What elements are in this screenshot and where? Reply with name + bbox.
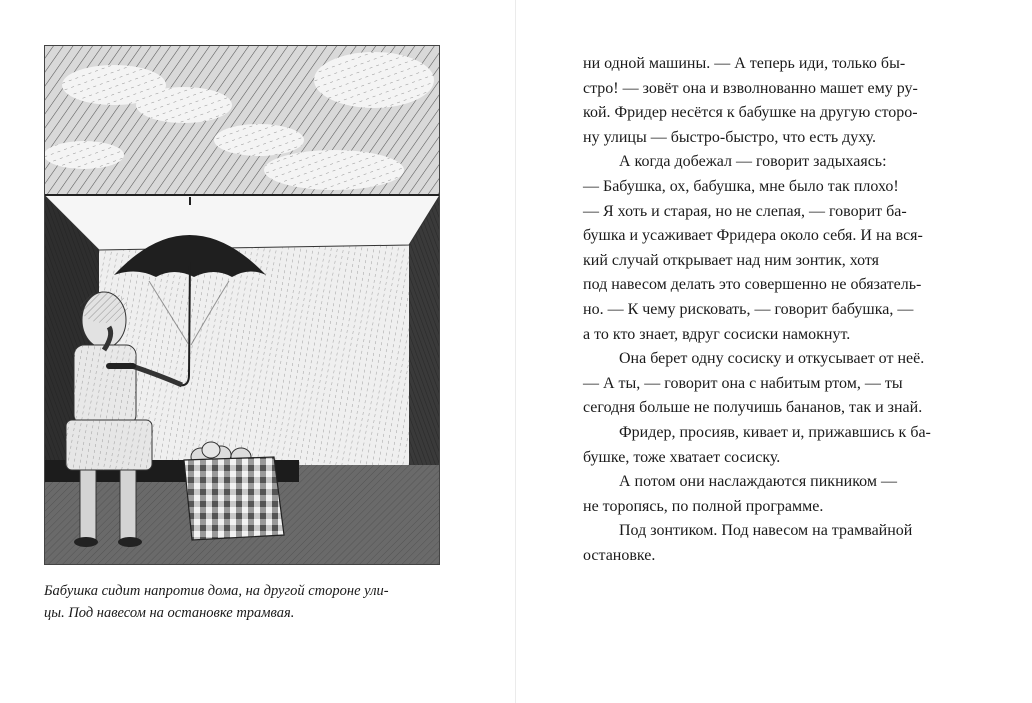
text-line: Она берет одну сосиску и откусывает от неё. xyxy=(619,350,925,368)
story-text xyxy=(583,52,975,568)
text-line: кой. Фридер несётся к бабушке на другую сторо- xyxy=(583,104,918,122)
illustration-grandma-umbrella xyxy=(44,45,440,565)
text-line: кий случай открывает над ним зонтик, хотя xyxy=(583,251,880,269)
text-line: сегодня больше не получишь бананов, так и знай. xyxy=(583,399,923,417)
text-line: а то кто знает, вдруг сосиски намокнут. xyxy=(583,325,851,343)
text-line: Фридер, просияв, кивает и, прижавшись к ба- xyxy=(619,423,931,441)
text-line: бушке, тоже хватает сосиску. xyxy=(583,448,781,466)
text-line: А когда добежал — говорит задыхаясь: xyxy=(619,153,887,171)
picnic-basket xyxy=(184,442,284,540)
text-line: остановке. xyxy=(583,546,656,564)
text-line: не торопясь, по полной программе. xyxy=(583,497,824,515)
text-line: — Я хоть и старая, но не слепая, — говорит ба- xyxy=(583,202,907,220)
illustration-drawing xyxy=(44,45,440,565)
text-line: под навесом делать это совершенно не обязатель- xyxy=(583,276,922,294)
illustration-caption xyxy=(44,580,448,624)
text-line: ни одной машины. — А теперь иди, только бы- xyxy=(583,55,906,72)
text-line: бушка и усаживает Фридера около себя. И на вся- xyxy=(583,227,923,245)
text-line: ну улицы — быстро-быстро, что есть духу. xyxy=(583,128,877,146)
text-line: — А ты, — говорит она с набитым ртом, — ты xyxy=(583,374,903,392)
text-line: А потом они наслаждаются пикником — xyxy=(619,473,897,491)
text-line: стро! — зовёт она и взволнованно машет ему ру- xyxy=(583,79,918,97)
caption-line: Бабушка сидит напротив дома, на другой стороне ули- xyxy=(44,583,389,599)
text-line: — Бабушка, ох, бабушка, мне было так плохо! xyxy=(583,177,899,195)
text-line: Под зонтиком. Под навесом на трамвайной xyxy=(619,522,913,540)
caption-line: цы. Под навесом на остановке трамвая. xyxy=(44,605,295,621)
text-line: но. — К чему рисковать, — говорит бабушка, — xyxy=(583,300,914,318)
